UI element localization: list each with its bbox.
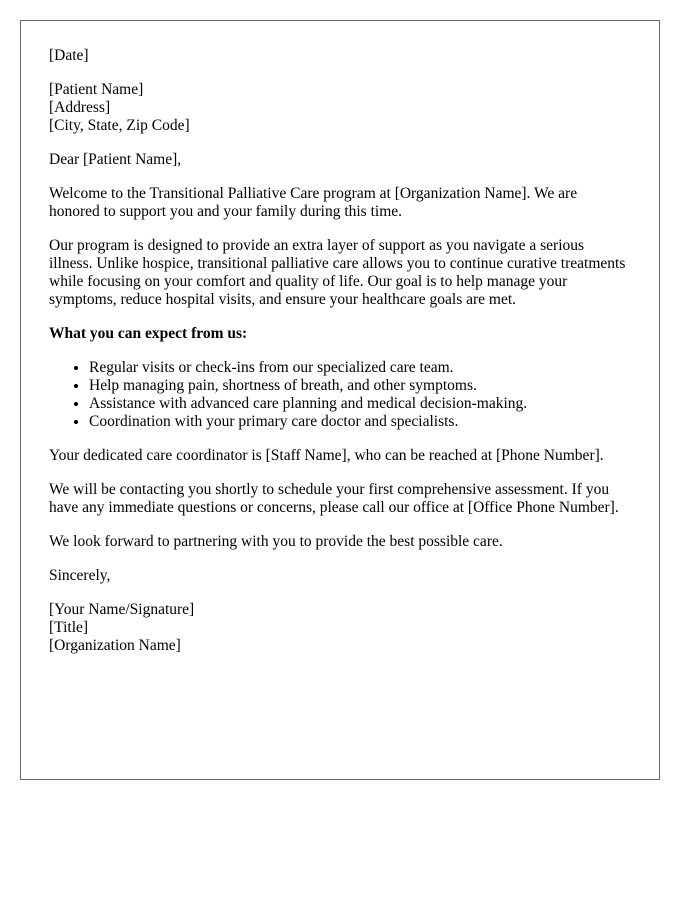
list-item: • Regular visits or check-ins from our specialized care team. [89, 359, 631, 377]
recipient-address: [Address] [49, 99, 111, 116]
list-item: • Help managing pain, shortness of breath, and other symptoms. [89, 377, 631, 395]
signature-organization: [Organization Name] [49, 637, 181, 654]
paragraph-closing: We look forward to partnering with you to provide the best possible care. [49, 533, 503, 550]
paragraph-coordinator: Your dedicated care coordinator is [Staff Name], who can be reached at [Phone Number]. [49, 447, 604, 464]
letter-date: [Date] [49, 47, 89, 64]
signature-block [49, 601, 631, 655]
recipient-name: [Patient Name] [49, 81, 144, 98]
list-item: • Assistance with advanced care planning and medical decision-making. [89, 395, 631, 413]
recipient-city-line: [City, State, Zip Code] [49, 117, 190, 134]
signature-name: [Your Name/Signature] [49, 601, 195, 618]
recipient-address-block [49, 81, 631, 135]
paragraph-welcome: Welcome to the Transitional Palliative Care program at [Organization Name]. We are honored to support you and your family during this time. [49, 185, 578, 220]
expect-list [49, 359, 631, 431]
valediction: Sincerely, [49, 567, 111, 584]
paragraph-contact: We will be contacting you shortly to schedule your first comprehensive assessment. If you have any immediate questions or concerns, please call our office at [Office Phone Number]. [49, 481, 619, 516]
list-item: • Coordination with your primary care doctor and specialists. [89, 413, 631, 431]
salutation: Dear [Patient Name], [49, 151, 182, 168]
expect-heading: What you can expect from us: [49, 325, 248, 342]
letter-document [20, 20, 660, 780]
paragraph-program: Our program is designed to provide an extra layer of support as you navigate a serious illness. Unlike hospice, transitional palliative care allows you to continue curative treatments while focusing on your comfort and quality of life. Our goal is to help manage your symptoms, reduce hospital visits, and ensure your healthcare goals are met. [49, 237, 626, 308]
signature-title: [Title] [49, 619, 89, 636]
